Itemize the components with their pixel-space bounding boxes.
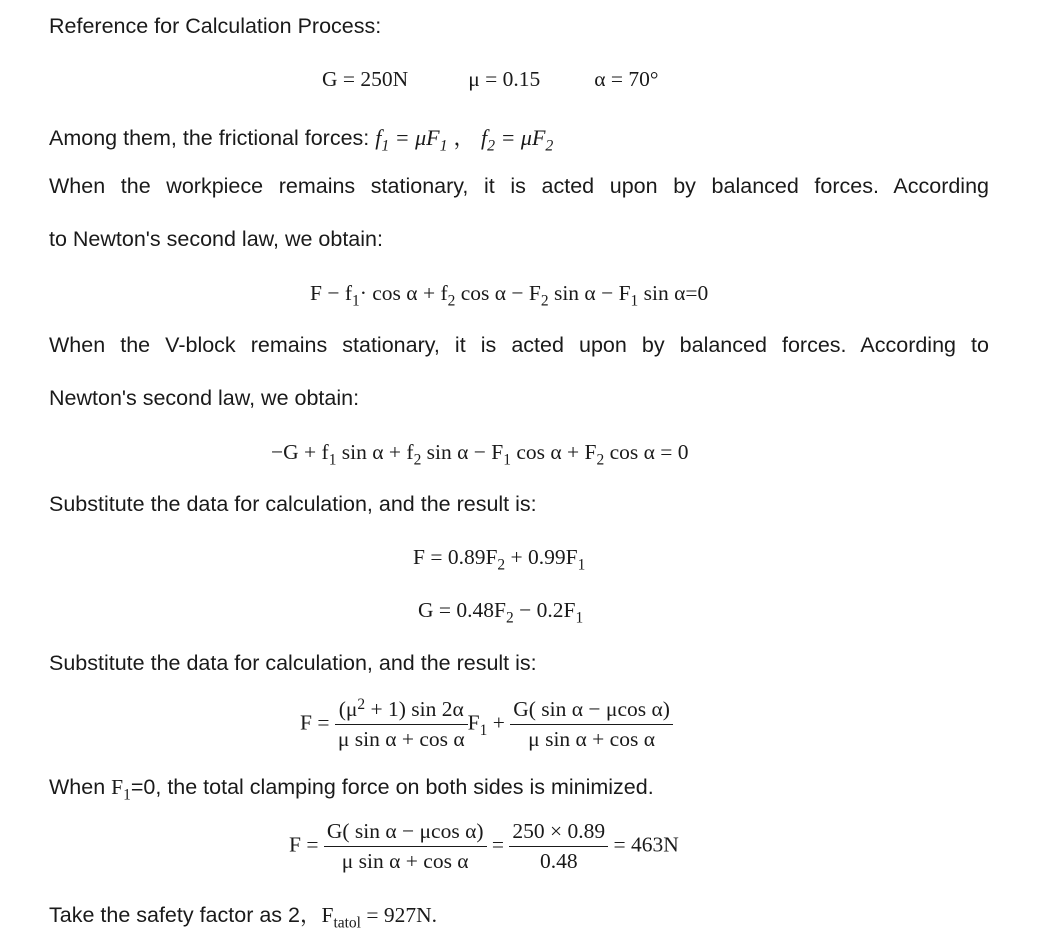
friction-formula-f2: $f_2 = \mu F_2$ bbox=[481, 125, 554, 155]
vblock-equation: $-G + f_1$ $\sin \alpha + f_2$ $\sin \alpha - F_1$ $\cos \alpha + F_2$ cos α = 0 bbox=[271, 440, 689, 469]
given-values bbox=[322, 67, 658, 92]
frictional-intro: Among them, the frictional forces: bbox=[49, 126, 370, 150]
general-force-equation: F = $\frac{(\mu^2 + 1) \sin 2\alpha}{\text{μ sin α + cos α}}$ $F_1$ + $\frac{\text{G( sin α − μcos α)}}{\text{μ sin α + cos α}}$ bbox=[300, 697, 673, 752]
final-result: = 463N bbox=[613, 832, 679, 857]
given-G: G = 250N bbox=[322, 67, 409, 91]
substitute-paragraph-1: Substitute the data for calculation, and the result is: bbox=[49, 492, 537, 516]
safety-force-value: $F_{tatol} = 927N$. bbox=[321, 903, 437, 932]
substitute-paragraph-2: Substitute the data for calculation, and the result is: bbox=[49, 651, 537, 675]
general-fraction-2: $\frac{\text{G( sin α − μcos α)}}{\text{μ sin α + cos α}}$ bbox=[510, 697, 673, 752]
workpiece-paragraph-line1: When the workpiece remains stationary, it is acted upon by balanced forces. According bbox=[49, 174, 989, 198]
reference-heading: Reference for Calculation Process: bbox=[49, 14, 382, 38]
given-mu: μ = 0.15 bbox=[468, 67, 541, 91]
formula-separator: ， bbox=[453, 126, 476, 150]
vblock-paragraph-line2: Newton's second law, we obtain: bbox=[49, 386, 360, 410]
frictional-forces-line bbox=[49, 121, 554, 155]
workpiece-equation: $F - f_1\cdot \cos \alpha + f_2$ $\cos \alpha - F_2$ $\sin \alpha - F_1$ sin α=0 bbox=[310, 281, 709, 310]
result-equation-F: $F = 0.89F_2 + 0.99F_1$ bbox=[413, 545, 586, 574]
general-fraction-1: $\frac{(\mu^2 + 1) \sin 2\alpha}{\text{μ sin α + cos α}}$ bbox=[335, 697, 468, 752]
friction-formula-f1: $f_1 = \mu F_1$ bbox=[375, 125, 448, 155]
final-fraction-1: $\frac{\text{G( sin α − μcos α)}}{\text{μ sin α + cos α}}$ bbox=[324, 819, 487, 874]
minimized-condition-line: When $F_1=0$, the total clamping force on both sides is minimized. bbox=[49, 775, 654, 804]
workpiece-paragraph-line2: to Newton's second law, we obtain: bbox=[49, 227, 383, 251]
when-F1-symbol: $F_1$ bbox=[111, 775, 131, 804]
vblock-paragraph-line1: When the V-block remains stationary, it is acted upon by balanced forces. According to bbox=[49, 333, 989, 357]
final-fraction-2: $\frac{250 \times 0.89}{0.48}$ bbox=[509, 819, 608, 874]
given-alpha: α = 70° bbox=[594, 67, 659, 91]
safety-factor-line: Take the safety factor as 2，$F_{tatol} = 927N$. bbox=[49, 903, 437, 932]
final-force-equation: F = $\frac{\text{G( sin α − μcos α)}}{\text{μ sin α + cos α}}$ = $\frac{250 \times 0.89}{0.48}$ = 463N bbox=[289, 819, 679, 873]
result-equation-G: $G = 0.48F_2 - 0.2F_1$ bbox=[418, 598, 584, 627]
